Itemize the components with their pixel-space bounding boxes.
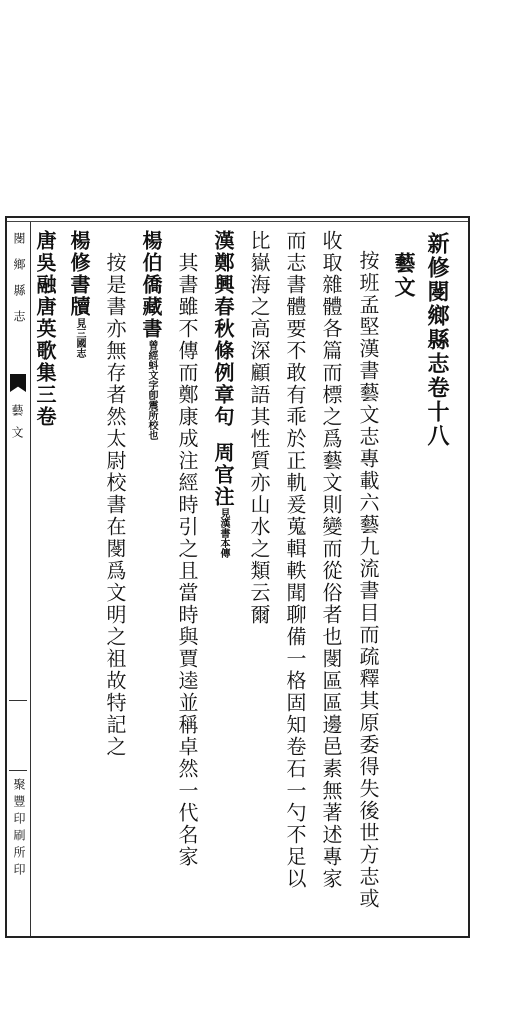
text-column-6: 其書雖不傳而鄭康成注經時引之且當時與賈逵並稱卓然一代名家 [175,252,199,868]
section-heading: 藝文 [392,252,417,300]
margin-section-label: 藝文 [10,404,24,448]
margin-printer-label: 聚豐印刷所印 [12,778,26,880]
margin-rule-b [9,770,27,771]
entry-note: 見漢書本傳 [218,508,229,558]
text-column-2: 收取雜體各篇而標之爲藝文則變而從俗者也閿區區邊邑素無著述專家 [319,230,343,890]
entry-yang-xiu [68,230,90,358]
entry-yang-boqiao [140,230,162,440]
frame-bottom-rule [5,936,469,938]
text-column-1: 按班孟堅漢書藝文志專載六藝九流書目而疏釋其原委得失後世方志或 [356,250,380,910]
text-column-8: 按是書亦無存者然太尉校書在閿爲文明之祖故特記之 [103,252,127,758]
margin-rule-a [9,700,27,701]
entry-zheng-xing [212,230,234,558]
entry-wu-rong: 唐吳融唐英歌集三卷 [33,230,57,428]
text-column-4: 比嶽海之高深顧語其性質亦山水之類云爾 [247,230,271,626]
fishtail-mark-icon [10,374,26,392]
volume-title: 新修閿鄉縣志卷十八 [424,232,450,448]
entry-note: 見三國志 [74,318,85,358]
frame-left-rule [5,216,7,938]
entry-title: 楊伯僑藏書 [139,230,163,340]
frame-top-rule-inner [5,221,469,222]
entry-title: 漢鄭興春秋條例章句 [211,230,235,428]
entry-title: 楊修書牘 [67,230,91,318]
entry-subtitle: 周官注 [211,442,235,508]
margin-book-title: 閿鄉縣志 [12,232,26,336]
margin-divider [30,222,31,936]
frame-right-rule [468,216,470,938]
frame-top-rule [5,216,469,218]
text-column-3: 而志書體要不敢有乖於正軌爰蒐輯軼聞聊備一格固知卷石一勺不足以 [283,230,307,890]
entry-note: 曾經蚪文字卽震所校也 [146,340,157,440]
